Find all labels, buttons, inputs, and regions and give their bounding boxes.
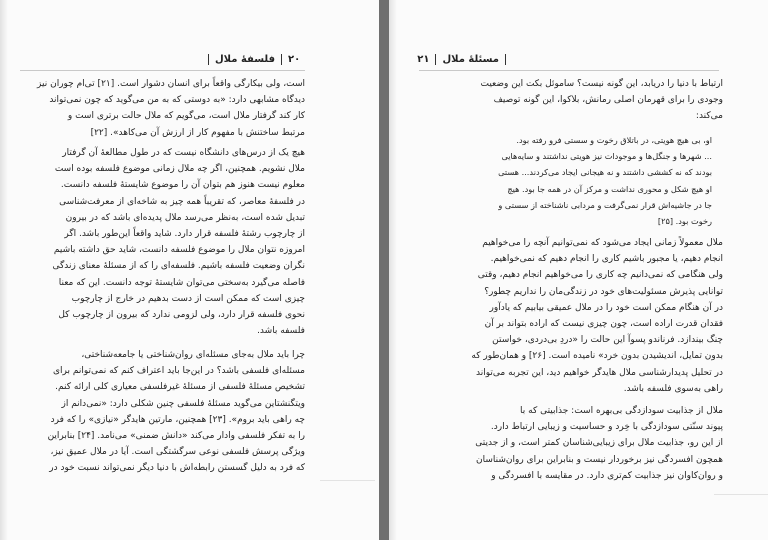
- header-divider: [435, 54, 436, 65]
- text-line: پیوند سنّتی سودازدگی با خِرد و حساسیت و زیبایی ارتباط دارد.: [490, 422, 723, 433]
- quote-line: رخوت بود. [۲۵]: [657, 216, 712, 227]
- text-line: ولی هنگامی که نمی‌دانیم چه کاری را می‌خواهیم انجام دهیم، وقتی: [477, 270, 723, 281]
- text-line: انجام دهیم، یا مجبور باشیم کاری را انجام دهیم که نمی‌خواهیم.: [490, 254, 723, 265]
- right-page: [389, 0, 768, 540]
- text-line: ملال نشویم. همچنین، اگر چه ملال زمانی موضوع فلسفه بوده است: [54, 164, 305, 175]
- text-line: فقدان قدرت اراده است، چون چیزی نیست که اراده بتواند بر آن: [484, 319, 723, 330]
- text-line: مرتبط ساختنش با مفهوم کار از ارزش آن می‌کاهد». [۲۲]: [90, 127, 305, 138]
- quote-line: ... شهرها و جنگل‌ها و موجودات نیز هویتی نداشتند و سایه‌هایی: [501, 151, 712, 162]
- header-divider: [505, 54, 506, 65]
- text-line: چیزی است که ممکن است از دست بدهیم در خارج از چارچوب: [71, 293, 305, 304]
- text-line: که فرد به دلیل گسستن رابطه‌اش با دنیا دیگر نمی‌تواند نسبت خود در: [49, 463, 305, 474]
- text-line: نگران وضعیت فلسفه باشیم. فلسفه‌ای را که از مسئلهٔ معنای زندگی: [52, 261, 305, 272]
- text-line: است، ولی بیکارگی واقعاً برای انسان دشوار است. [۲۱] تی‌ام چوران نیز: [37, 79, 305, 89]
- left-paragraph-2: [22, 145, 305, 339]
- left-paragraph-1: [22, 76, 305, 141]
- text-line: فاصله می‌گیرد به‌سختی می‌توان شایستهٔ توجه دانست. این که معنا: [58, 277, 305, 288]
- right-page-number: ۲۱: [417, 54, 430, 65]
- header-rule: [419, 70, 719, 71]
- quote-line: جا در جاشیه‌اش قرار نمی‌گرفت و مردابی ناشناخته از سستی و: [498, 199, 712, 210]
- left-page-number: ۲۰: [288, 54, 301, 65]
- text-line: چه راهی باید بروم». [۲۳] همچنین، مارتین هایدگر «نیازی» را که فرد: [50, 414, 305, 425]
- left-paragraph-3: [22, 347, 305, 477]
- book-gutter: [379, 0, 389, 540]
- text-line: ویتگنشتاین می‌گوید مسئلهٔ فلسفی چنین شکلی دارد: «نمی‌دانم از: [61, 398, 305, 409]
- text-line: ویژگی پرسش فلسفی نوعی سرگشتگی است. آیا در ملال عمیق نیز،: [50, 447, 305, 458]
- page-shadow: [389, 0, 397, 540]
- right-intro: [432, 76, 723, 125]
- text-line: و روان‌کاوان نیز جذابیت کم‌تری دارد. در مقایسه با افسردگی و: [491, 470, 723, 481]
- text-line: تشخیص مسئلهٔ فلسفی از مسئلهٔ غیرفلسفی معیاری کلی ارائه کنم.: [55, 382, 305, 393]
- text-line: چنگ بیندازد. فرناندو پسوآ این حالت را «دردِ بی‌دردی، خواستن: [492, 335, 723, 346]
- text-line: امروزه نتوان ملال را موضوع فلسفه دانست، شاید حق داشته باشیم: [53, 245, 305, 256]
- left-page: [0, 0, 379, 540]
- text-line: بدون تمایل، اندیشیدن بدون خرد» نامیده است. [۲۶] و همان‌طور که: [471, 351, 723, 362]
- text-line: همچون افسردگی نیز برخوردار نیست و بنابراین برای روان‌شناسان: [476, 454, 723, 465]
- text-line: وجودی را برای قهرمان اصلی رمانش، بلاکوا، این گونه توصیف: [493, 95, 723, 106]
- text-line: ملال معمولاً زمانی ایجاد می‌شود که نمی‌توانیم آنچه را می‌خواهیم: [482, 238, 723, 248]
- text-line: مسئله‌ای فلسفی باشد؟ در این‌جا باید اعتراف کنم که نمی‌توانم برای: [52, 366, 305, 377]
- right-paragraph-2: [432, 403, 723, 484]
- page-edge-mark: [714, 494, 768, 495]
- text-line: از این رو، جذابیت ملال برای زیبایی‌شناسان کمتر است، و از جدیتی: [475, 438, 723, 449]
- page-edge-mark: [320, 480, 375, 481]
- text-line: می‌کند:: [695, 111, 723, 122]
- header-rule: [20, 70, 305, 71]
- text-line: از چارچوب رشتهٔ فلسفه قرار دارد. شاید واقعاً این‌طور باشد. اگر: [64, 229, 305, 240]
- text-line: در آن هنگام ممکن است خود را در ملال عمیقی بیابیم که یادآور: [489, 302, 723, 313]
- left-page-header: [208, 54, 300, 65]
- right-paragraph-1: [432, 235, 723, 397]
- header-divider: [281, 54, 282, 65]
- text-line: ارتباط با دنیا را دریابد، این گونه نیست؟ ساموئل بکت این وضعیت: [480, 79, 723, 89]
- text-line: نحوی فلسفه قرار دارد، ولی لزومی ندارد که بیرون از چارچوب کل: [58, 310, 305, 321]
- right-page-header: [417, 54, 506, 65]
- block-quote: [454, 132, 712, 229]
- text-line: چرا باید ملال به‌جای مسئله‌ای روان‌شناختی یا جامعه‌شناختی،: [81, 350, 305, 360]
- text-line: دیدگاه مشابهی دارد: «به دوستی که به من می‌گوید که چون نمی‌تواند: [49, 95, 305, 106]
- right-running-title: مسئلهٔ ملال: [442, 54, 499, 65]
- text-line: کار کند گرفتار ملال است، می‌گویم که ملال حالت برتری است و: [67, 111, 305, 122]
- quote-line: بودند که نه کششی داشتند و نه هیجانی ایجاد می‌کردند... هستی: [498, 167, 712, 178]
- text-line: ملال از جذابیت سودازدگی بی‌بهره است: جذابیتی که با: [520, 406, 723, 416]
- text-line: در تحلیل پدیدارشناسی ملال هایدگر خواهیم دید، این تجربه می‌تواند: [476, 367, 723, 378]
- text-line: را به تفکر فلسفی وادار می‌کند «دانش ضمنی» می‌نامد. [۲۴] بنابراین: [47, 431, 305, 442]
- text-line: هیچ یک از درس‌های دانشگاه نیست که در طول مطالعهٔ آن گرفتار: [62, 148, 305, 158]
- text-line: فلسفه باشد.: [257, 326, 305, 337]
- quote-line: او، بی هیچ هویتی، در باتلاق رخوت و سستی فرو رفته بود.: [516, 135, 712, 145]
- header-divider: [208, 54, 209, 65]
- text-line: معلوم نیست هنوز هم بتوان آن را موضوع شایستهٔ فلسفه دانست.: [60, 180, 305, 191]
- text-line: راهی به‌سوی فلسفه باشد.: [623, 383, 723, 394]
- page-shadow: [0, 0, 8, 540]
- text-line: تبدیل شده است، به‌نظر می‌رسد ملال پدیده‌ای باشد که در بیرون: [65, 212, 305, 223]
- left-running-title: فلسفهٔ ملال: [215, 54, 276, 65]
- text-line: توانایی پذیرش مسئولیت‌های خود در زندگی‌مان را نداریم چطور؟: [484, 286, 723, 297]
- text-line: در فلسفهٔ معاصر، که تقریباً همه چیز به شاخه‌ای از معرفت‌شناسی: [59, 196, 305, 207]
- quote-line: او هیچ شکل و محوری نداشت و مرکز آن در همه جا بود. هیچ: [507, 183, 712, 194]
